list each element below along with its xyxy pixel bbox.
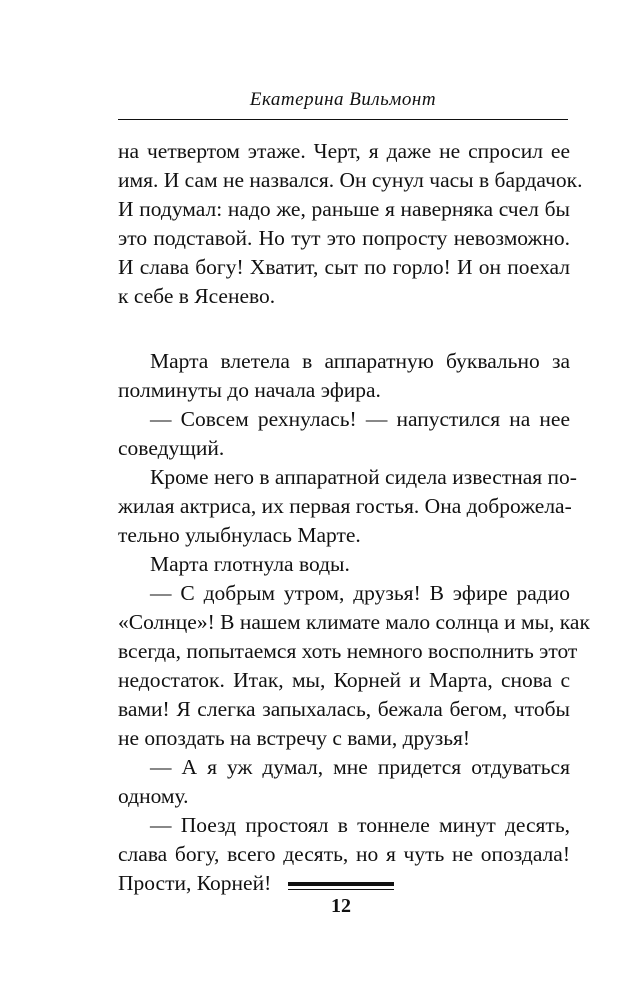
text-line: Марта влетела в аппаратную буквально за: [150, 349, 570, 373]
text-line: имя. И сам не назвался. Он сунул часы в бардачок.: [118, 168, 583, 192]
text-line: жилая актриса, их первая гостья. Она доброжела-: [118, 494, 572, 518]
text-line: Прости, Корней!: [118, 871, 272, 895]
text-line: «Солнце»! В нашем климате мало солнца и мы, как: [118, 610, 590, 634]
text-line: — С добрым утром, друзья! В эфире радио: [150, 581, 570, 605]
text-line: полминуты до начала эфира.: [118, 378, 381, 402]
text-line: всегда, попытаемся хоть немного восполнить этот: [118, 639, 578, 663]
text-line: тельно улыбнулась Марте.: [118, 523, 361, 547]
text-line: вами! Я слегка запыхалась, бежала бегом, чтобы: [118, 697, 570, 721]
page-number: 12: [331, 895, 351, 917]
text-line: одному.: [118, 784, 189, 808]
text-block-2: [118, 347, 590, 898]
text-line: на четвертом этаже. Черт, я даже не спросил ее: [118, 139, 570, 163]
text-line: Кроме него в аппаратной сидела известная по-: [150, 465, 577, 489]
text-line: слава богу, всего десять, но я чуть не опоздала!: [118, 842, 570, 866]
text-line: — А я уж думал, мне придется отдуваться: [150, 755, 570, 779]
text-line: это подставой. Но тут это попросту невозможно.: [118, 226, 570, 250]
text-line: И подумал: надо же, раньше я наверняка счел бы: [118, 197, 570, 221]
text-line: — Совсем рехнулась! — напустился на нее: [150, 407, 570, 431]
running-head: Екатерина Вильмонт: [249, 89, 437, 110]
footer-rule-thick: [288, 882, 394, 886]
text-line: И слава богу! Хватит, сыт по горло! И он поехал: [118, 255, 570, 279]
text-line: недостаток. Итак, мы, Корней и Марта, снова с: [118, 668, 570, 692]
footer-rule-thin: [288, 889, 394, 890]
text-line: соведущий.: [118, 436, 225, 460]
text-line: не опоздать на встречу с вами, друзья!: [118, 726, 471, 750]
text-line: — Поезд простоял в тоннеле минут десять,: [150, 813, 570, 837]
text-line: к себе в Ясенево.: [118, 284, 276, 308]
text-block-1: [118, 137, 583, 311]
text-line: Марта глотнула воды.: [150, 552, 350, 576]
header-rule: [118, 119, 568, 120]
